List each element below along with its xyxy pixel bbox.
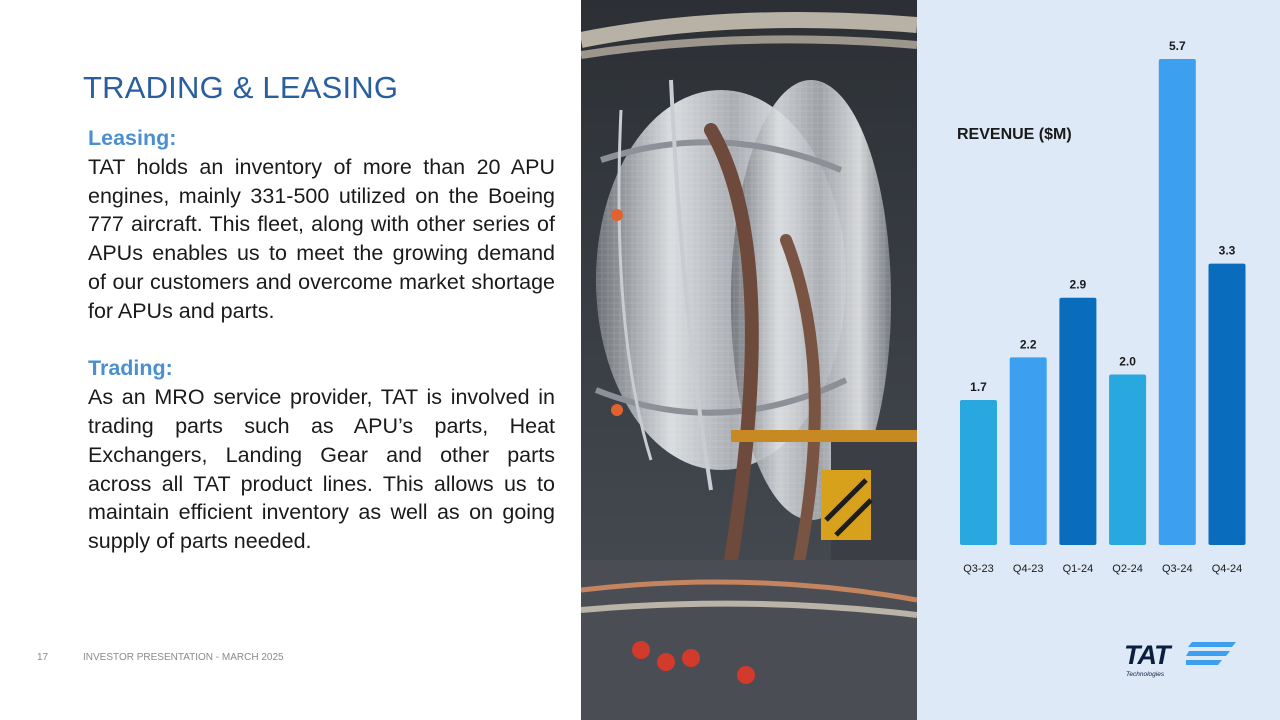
logo-stripes-icon bbox=[1186, 642, 1236, 668]
bar-Q1-24 bbox=[1059, 298, 1096, 545]
bar-Q3-23 bbox=[960, 400, 997, 545]
category-label-Q4-23: Q4-23 bbox=[1012, 563, 1044, 575]
chart-title: REVENUE ($M) bbox=[957, 126, 1072, 143]
value-label-Q4-24: 3.3 bbox=[1218, 243, 1236, 258]
trading-heading: Trading: bbox=[88, 356, 173, 381]
value-label-Q3-24: 5.7 bbox=[1168, 39, 1186, 53]
bar-Q2-24 bbox=[1109, 374, 1146, 545]
value-label-Q1-24: 2.9 bbox=[1069, 277, 1087, 292]
apu-engine-photo bbox=[581, 0, 917, 720]
category-label-Q4-24: Q4-24 bbox=[1211, 563, 1243, 575]
bar-Q4-23 bbox=[1010, 357, 1047, 545]
category-label-Q1-24: Q1-24 bbox=[1062, 563, 1094, 575]
leasing-paragraph: TAT holds an inventory of more than 20 APU engines, mainly 331-500 utilized on the Boeing 777 aircraft. This fleet, along with other series of APUs enables us to meet the growing demand of our customers and overcome market shortage for APUs and parts. bbox=[88, 154, 555, 323]
logo-wordmark: TAT bbox=[1124, 640, 1170, 670]
bar-Q3-24 bbox=[1159, 59, 1196, 545]
page-number: 17 bbox=[37, 652, 49, 663]
bar-Q4-24 bbox=[1209, 264, 1246, 545]
page-title: TRADING & LEASING bbox=[83, 70, 399, 105]
category-label-Q2-24: Q2-24 bbox=[1112, 563, 1143, 575]
footer-text: INVESTOR PRESENTATION - MARCH 2025 bbox=[83, 652, 284, 663]
tat-logo bbox=[1124, 640, 1239, 680]
trading-paragraph: As an MRO service provider, TAT is involved in trading parts such as APU’s parts, Heat Exchangers, Landing Gear and other parts across all TAT product lines. This allows us to maintain efficient inventory as well as on going supply of parts needed. bbox=[88, 385, 555, 554]
value-label-Q2-24: 2.0 bbox=[1119, 354, 1136, 369]
revenue-bar-chart bbox=[917, 0, 1280, 600]
body-text bbox=[88, 124, 555, 556]
value-label-Q3-23: 1.7 bbox=[970, 380, 987, 395]
engine-illustration bbox=[581, 0, 917, 720]
logo-subtitle: Technologies bbox=[1126, 671, 1165, 678]
leasing-heading: Leasing: bbox=[88, 126, 177, 150]
category-label-Q3-24: Q3-24 bbox=[1162, 563, 1193, 575]
value-label-Q4-23: 2.2 bbox=[1019, 337, 1037, 352]
category-label-Q3-23: Q3-23 bbox=[963, 563, 994, 575]
